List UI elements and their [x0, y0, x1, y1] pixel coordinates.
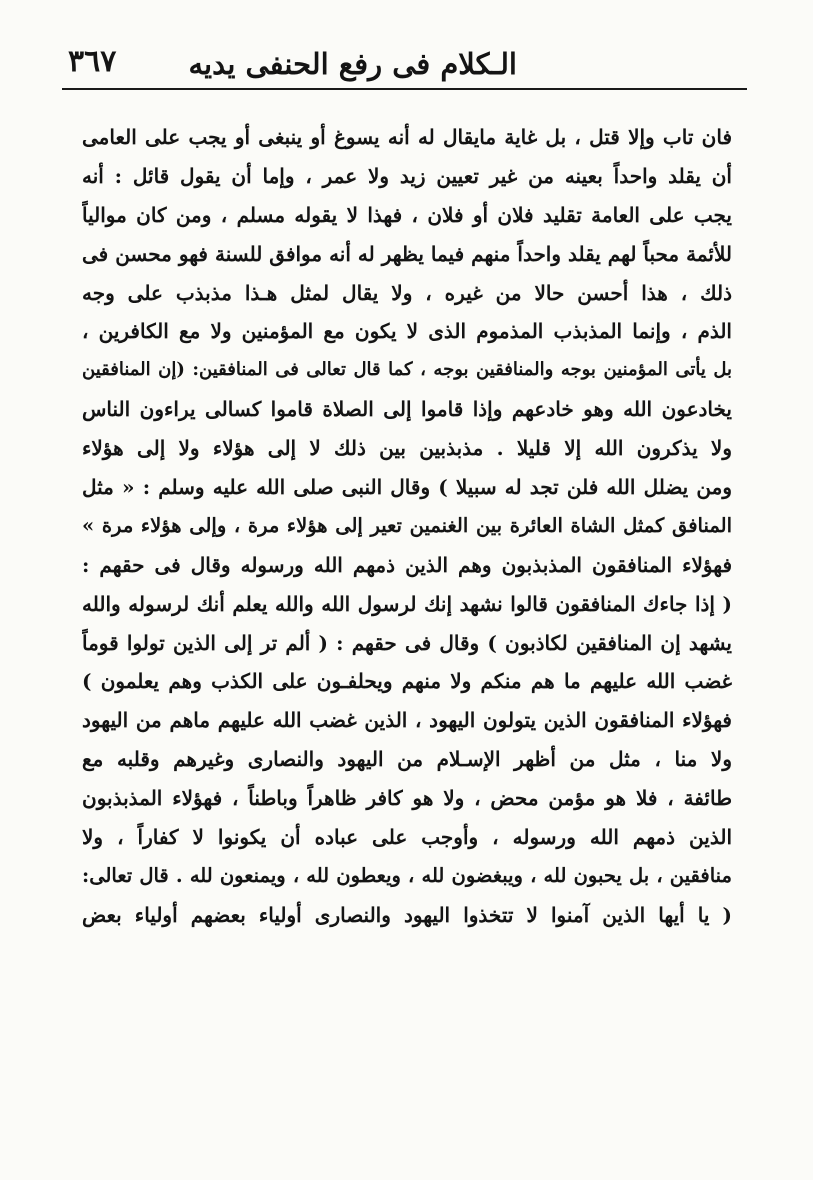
text-line: غضب الله عليهم ما هم منكم ولا منهم ويحلفـون على الكذب وهم يعلمون ): [82, 669, 732, 694]
text-line: الذين ذمهم الله ورسوله ، وأوجب على عباده أن يكونوا لا كفاراً ، ولا: [82, 825, 732, 850]
text-line: ذلك ، هذا أحسن حالا من غيره ، ولا يقال لمثل هـذا مذبذب على وجه: [82, 280, 732, 305]
text-line: ( إذا جاءك المنافقون قالوا نشهد إنك لرسول الله والله يعلم أنك لرسوله والله: [82, 591, 732, 616]
text-line: يخادعون الله وهو خادعهم وإذا قاموا إلى الصلاة قاموا كسالى يراءون الناس: [82, 397, 732, 422]
text-line: ( يا أيها الذين آمنوا لا تتخذوا اليهود والنصارى أولياء بعضهم أولياء بعض: [82, 902, 732, 927]
text-line: ولا منا ، مثل من أظهر الإسـلام من اليهود والنصارى وغيرهم وقلبه مع: [82, 747, 732, 772]
page-header: [62, 40, 747, 92]
text-line: أن يقلد واحداً بعينه من غير تعيين زيد ولا عمر ، وإما أن يقول قائل : أنه: [82, 163, 732, 188]
page-number: ٣٦٧: [68, 44, 117, 79]
text-line: يجب على العامة تقليد فلان أو فلان ، فهذا لا يقوله مسلم ، ومن كان موالياً: [82, 202, 732, 227]
text-line: فهؤلاء المنافقون الذين يتولون اليهود ، الذين غضب الله عليهم ماهم من اليهود: [82, 708, 732, 733]
text-line: منافقين ، بل يحبون لله ، ويبغضون لله ، ويعطون لله ، ويمنعون لله . قال تعالى:: [82, 863, 732, 887]
text-line: ومن يضلل الله فلن تجد له سبيلا ) وقال النبى صلى الله عليه وسلم : « مثل: [82, 475, 732, 500]
running-title: الـكلام فى رفع الحنفى يديه: [188, 47, 517, 81]
text-line: فهؤلاء المنافقون المذبذبون وهم الذين ذمهم الله ورسوله وقال فى حقهم :: [82, 552, 732, 577]
text-line: للأئمة محباً لهم يقلد واحداً منهم فيما يظهر له أنه موافق للسنة فهو محسن فى: [82, 241, 732, 266]
body-text: [82, 118, 732, 935]
text-line: الذم ، وإنما المذبذب المذموم الذى لا يكون مع المؤمنين ولا مع الكافرين ،: [82, 319, 732, 344]
text-line: فان تاب وإلا قتل ، بل غاية مايقال له أنه يسوغ أو ينبغى أو يجب على العامى: [82, 125, 732, 149]
text-line: طائفة ، فلا هو مؤمن محض ، ولا هو كافر ظاهراً وباطناً ، فهؤلاء المذبذبون: [82, 786, 732, 811]
text-line: المنافق كمثل الشاة العائرة بين الغنمين تعير إلى هؤلاء مرة ، وإلى هؤلاء مرة »: [82, 513, 732, 537]
text-line: ولا يذكرون الله إلا قليلا . مذبذبين بين ذلك لا إلى هؤلاء ولا إلى هؤلاء: [82, 436, 732, 461]
text-line: بل يأتى المؤمنين بوجه والمنافقين بوجه ، كما قال تعالى فى المنافقين: (إن المنافقين: [82, 359, 732, 381]
text-line: يشهد إن المنافقين لكاذبون ) وقال فى حقهم : ( ألم تر إلى الذين تولوا قوماً: [82, 630, 732, 655]
header-rule: [62, 88, 747, 90]
